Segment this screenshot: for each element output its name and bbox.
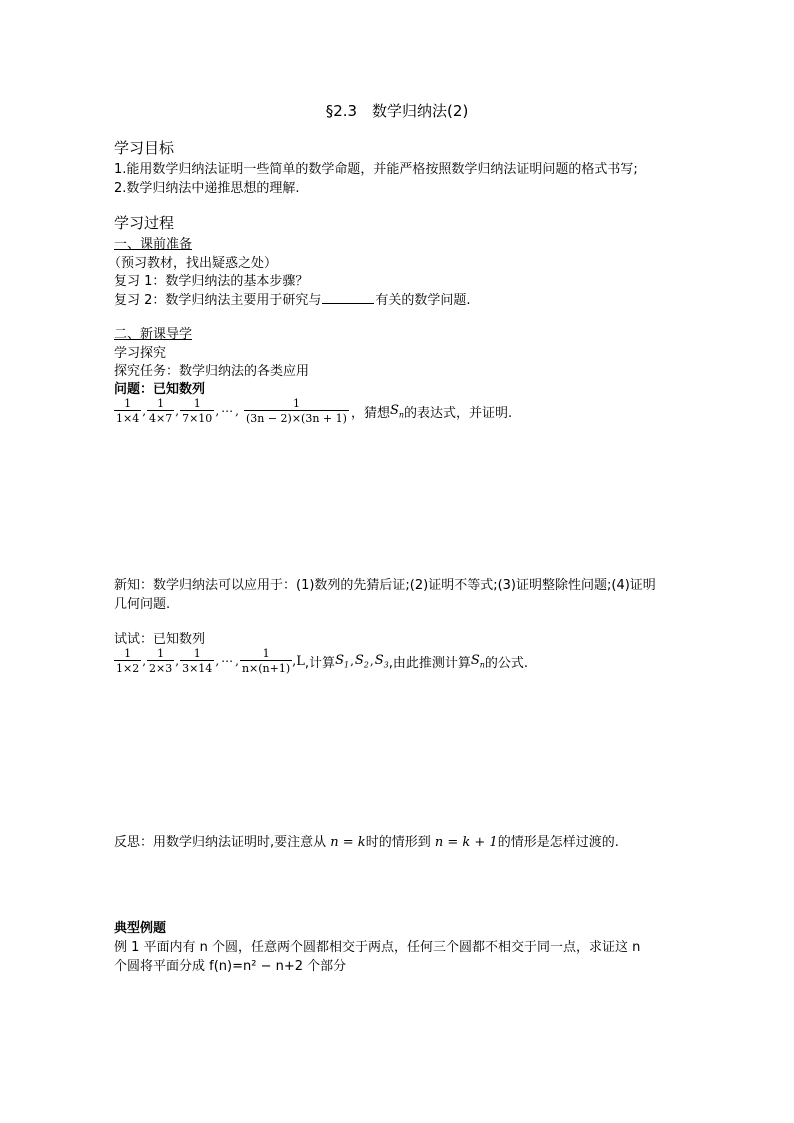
sum-variable-1: $S_1$ xyxy=(335,652,350,670)
trial-label: 试试：已知数列 xyxy=(114,632,206,647)
prep-note: （预习教材，找出疑惑之处） xyxy=(108,256,278,271)
reflection-middle: 时的情形到 xyxy=(365,835,431,850)
question-term-2: $\frac{1}{4\times 7}$ xyxy=(149,397,173,425)
comma: , xyxy=(235,654,239,668)
objective-item-1: 1.能用数学归纳法证明一些简单的数学命题，并能严格按照数学归纳法证明问题的格式书写; xyxy=(114,162,638,177)
question-term-general: $\frac{1}{(3n - 2)\times(3n + 1)}$ xyxy=(245,397,347,425)
trial-tail-text-1: ,计算 xyxy=(304,655,336,671)
trial-term-2: $\frac{1}{2\times 3}$ xyxy=(149,647,173,675)
comma: , xyxy=(175,654,180,668)
reflection-expr-2: n = k + 1 xyxy=(434,835,498,850)
trial-term-general: $\frac{1}{n\times(n+1)}$ xyxy=(241,647,291,675)
question-tail-before: ，猜想 xyxy=(350,405,390,421)
review-2 xyxy=(114,289,471,308)
review-2-text-after: 有关的数学问题. xyxy=(375,293,471,308)
new-knowledge-line-1: 新知：数学归纳法可以应用于：(1)数列的先猜后证;(2)证明不等式;(3)证明整除性问题;(4)证明 xyxy=(114,578,656,593)
prep-heading: 一、课前准备 xyxy=(114,237,193,252)
new-lesson-heading: 二、新课导学 xyxy=(114,327,193,342)
example-1-line-1: 例 1 平面内有 n 个圆，任意两个圆都相交于两点，任何三个圆都不相交于同一点，求证这 n xyxy=(114,940,641,955)
comma: , xyxy=(350,654,354,668)
review-1: 复习 1：数学归纳法的基本步骤？ xyxy=(114,274,309,289)
reflection xyxy=(114,831,619,850)
comma: , xyxy=(175,404,180,418)
explore-heading: 学习探究 xyxy=(114,346,167,361)
comma: , xyxy=(142,654,147,668)
reflection-expr-1: n = k xyxy=(330,835,366,850)
objective-item-2: 2.数学归纳法中递推思想的理解. xyxy=(114,181,300,196)
review-2-text-before: 复习 2：数学归纳法主要用于研究与 xyxy=(114,293,322,308)
trial-term-1: $\frac{1}{1\times 2}$ xyxy=(116,647,140,675)
page-title: §2.3 数学归纳法(2) xyxy=(325,102,469,120)
comma: , xyxy=(235,404,239,418)
sum-variable: $S_n$ xyxy=(389,402,405,420)
ellipsis: ⋯ xyxy=(221,404,234,418)
reflection-after: 的情形是怎样过渡的. xyxy=(497,835,619,850)
sum-variable-n: $S_n$ xyxy=(470,652,485,670)
question-term-1: $\frac{1}{1\times 4}$ xyxy=(116,397,140,425)
fill-in-blank xyxy=(322,291,374,304)
comma: , xyxy=(215,654,220,668)
reflection-before: 反思：用数学归纳法证明时,要注意从 xyxy=(114,835,327,850)
question-sequence-formula xyxy=(114,397,512,425)
ellipsis: ⋯ xyxy=(221,654,234,668)
comma: , xyxy=(142,404,147,418)
explore-task: 探究任务：数学归纳法的各类应用 xyxy=(114,364,310,379)
example-1-line-2: 个圆将平面分成 f(n)=n² − n+2 个部分 xyxy=(114,959,347,974)
question-term-3: $\frac{1}{7\times 10}$ xyxy=(182,397,213,425)
trial-tail-text-2: ,由此推测计算 xyxy=(388,655,471,671)
comma: , xyxy=(369,654,374,668)
sum-variable-3: $S_3$ xyxy=(374,652,389,670)
question-tail-after: 的表达式，并证明. xyxy=(404,405,513,421)
sum-variable-2: $S_2$ xyxy=(354,652,369,670)
objectives-heading: 学习目标 xyxy=(114,139,175,157)
trial-tail-l: ,L xyxy=(292,653,305,669)
examples-heading: 典型例题 xyxy=(114,921,167,936)
trial-term-3: $\frac{1}{3\times 14}$ xyxy=(182,647,213,675)
process-heading: 学习过程 xyxy=(114,214,175,232)
trial-sequence-formula xyxy=(114,647,528,675)
trial-tail-text-3: 的公式. xyxy=(484,655,529,671)
question-label: 问题：已知数列 xyxy=(114,382,206,397)
comma: , xyxy=(215,404,220,418)
new-knowledge-line-2: 几何问题. xyxy=(114,597,171,612)
